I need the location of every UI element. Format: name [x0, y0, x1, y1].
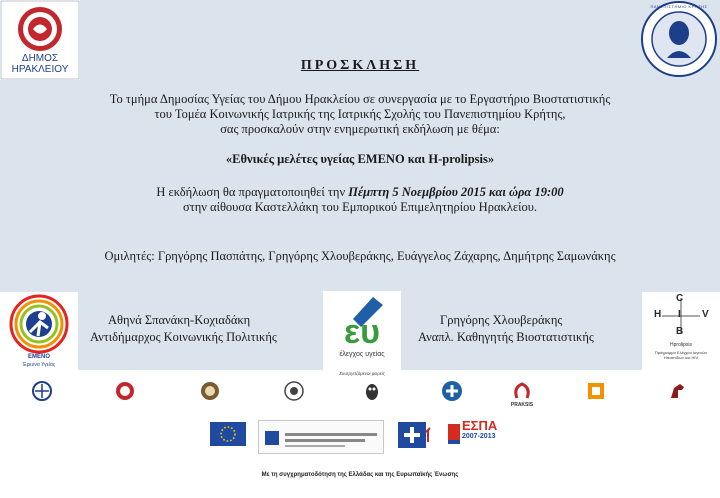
health-ministry-logo — [396, 420, 440, 452]
hiv-letter-v: V — [702, 309, 709, 320]
left-signatory-role-block — [90, 329, 277, 346]
partner-logo-praksis — [500, 380, 544, 408]
partner-emblem-icon — [283, 380, 305, 402]
eu-flag-icon — [208, 420, 248, 450]
intro-line-1: Το τμήμα Δημοσίας Υγείας του Δήμου Ηρακλείου σε συνεργασία με το Εργαστήριο Βιοστατιστικής — [109, 92, 611, 106]
cofunding-note: Με τη συγχρηματοδότηση της Ελλάδας και της Ευρωπαϊκής Ένωσης — [261, 472, 459, 478]
university-seal-text: ΠΑΝΕΠΙΣΤΗΜΙΟ ΚΡΗΤΗΣ — [650, 4, 708, 9]
hiv-letter-h: H — [654, 309, 662, 320]
partner-logo-6 — [430, 380, 474, 402]
right-signatory — [440, 312, 562, 329]
invitation-title: ΠΡΟΣΚΛΗΣΗ — [300, 58, 420, 73]
espa-years: 2007-2013 — [462, 433, 496, 440]
event-location: στην αίθουσα Καστελλάκη του Εμπορικού Επιμελητηρίου Ηρακλείου. — [182, 200, 538, 214]
hprolipsis-subtitle: Πρόγραμμα Ελέγχου Ιογενών Ηπατιτίδων και HIV — [654, 350, 708, 360]
partner-logo-3 — [188, 380, 232, 402]
horse-icon — [667, 380, 689, 402]
hprolipsis-caption: Hprolipsis — [670, 342, 692, 348]
espa-title: ΕΣΠΑ — [462, 418, 498, 433]
partner-logo-4 — [272, 380, 316, 402]
eu-subtitle: έλεγχος υγείας — [339, 351, 385, 358]
programme-banner-icon — [259, 421, 383, 453]
partner-logo-9 — [656, 380, 700, 402]
partner-emblem-icon — [585, 380, 607, 402]
eu-flag-logo — [208, 420, 248, 450]
left-signatory-name: Αθηνά Σπανάκη-Κοχιαδάκη — [108, 313, 251, 327]
partner-emblem-icon — [114, 380, 136, 402]
right-signatory-role-block — [418, 329, 594, 346]
emeno-subtitle: Έρευνα Υγείας — [22, 362, 56, 368]
eu-health-check-logo — [323, 291, 401, 371]
owl-icon — [361, 380, 383, 402]
emeno-emblem-icon — [0, 292, 78, 372]
event-date-prefix: Η εκδήλωση θα πραγματοποιηθεί την — [156, 185, 349, 199]
emeno-title: EMENO — [27, 354, 50, 360]
event-subject: «Εθνικές μελέτες υγείας ΕΜΕΝΟ και H-prolipsis» — [225, 152, 495, 166]
hiv-letter-c: C — [676, 293, 684, 304]
intro-line-3: σας προσκαλούν στην ενημερωτική εκδήλωση με θέμα: — [220, 122, 500, 136]
eu-logo-text: ευ — [344, 313, 380, 351]
partner-emblem-icon — [31, 380, 53, 402]
partner-emblem-icon — [199, 380, 221, 402]
partner-logo-1 — [20, 380, 64, 402]
hiv-letter-i: I — [678, 309, 681, 320]
municipality-name: ΔΗΜΟΣ ΗΡΑΚΛΕΙΟΥ — [11, 53, 69, 75]
partner-logo-8 — [574, 380, 618, 402]
praksis-icon — [511, 380, 533, 400]
hiv-letter-b: B — [676, 326, 684, 337]
partner-logo-5 — [350, 380, 394, 402]
left-signatory — [108, 312, 250, 329]
right-signatory-role: Αναπλ. Καθηγητής Βιοστατιστικής — [418, 330, 594, 344]
event-datetime: Πέμπτη 5 Νοεμβρίου 2015 και ώρα 19:00 — [348, 185, 564, 199]
emeno-logo — [0, 292, 78, 372]
speakers-line: Ομιλητές: Γρηγόρης Πασπάτης, Γρηγόρης Χλουβεράκης, Ευάγγελος Ζάχαρης, Δημήτρης Σαμωνάκης — [104, 249, 616, 263]
left-signatory-role: Αντιδήμαρχος Κοινωνικής Πολιτικής — [90, 330, 277, 344]
hprolipsis-logo — [642, 292, 720, 370]
intro-line-2: του Τομέα Κοινωνικής Ιατρικής της Ιατρικής Σχολής του Πανεπιστημίου Κρήτης, — [154, 107, 566, 121]
eu-checkmark-icon — [323, 291, 401, 351]
right-signatory-name: Γρηγόρης Χλουβεράκης — [440, 313, 563, 327]
partner-logo-2 — [103, 380, 147, 402]
espa-logo — [448, 418, 524, 454]
partners-caption: Συνεργαζόμενοι φορείς — [339, 371, 385, 376]
programme-logo — [258, 420, 384, 454]
praksis-label: PRAKSIS — [510, 402, 534, 408]
health-cross-icon — [396, 420, 440, 452]
medical-cross-icon — [441, 380, 463, 402]
event-date-line — [0, 185, 720, 200]
